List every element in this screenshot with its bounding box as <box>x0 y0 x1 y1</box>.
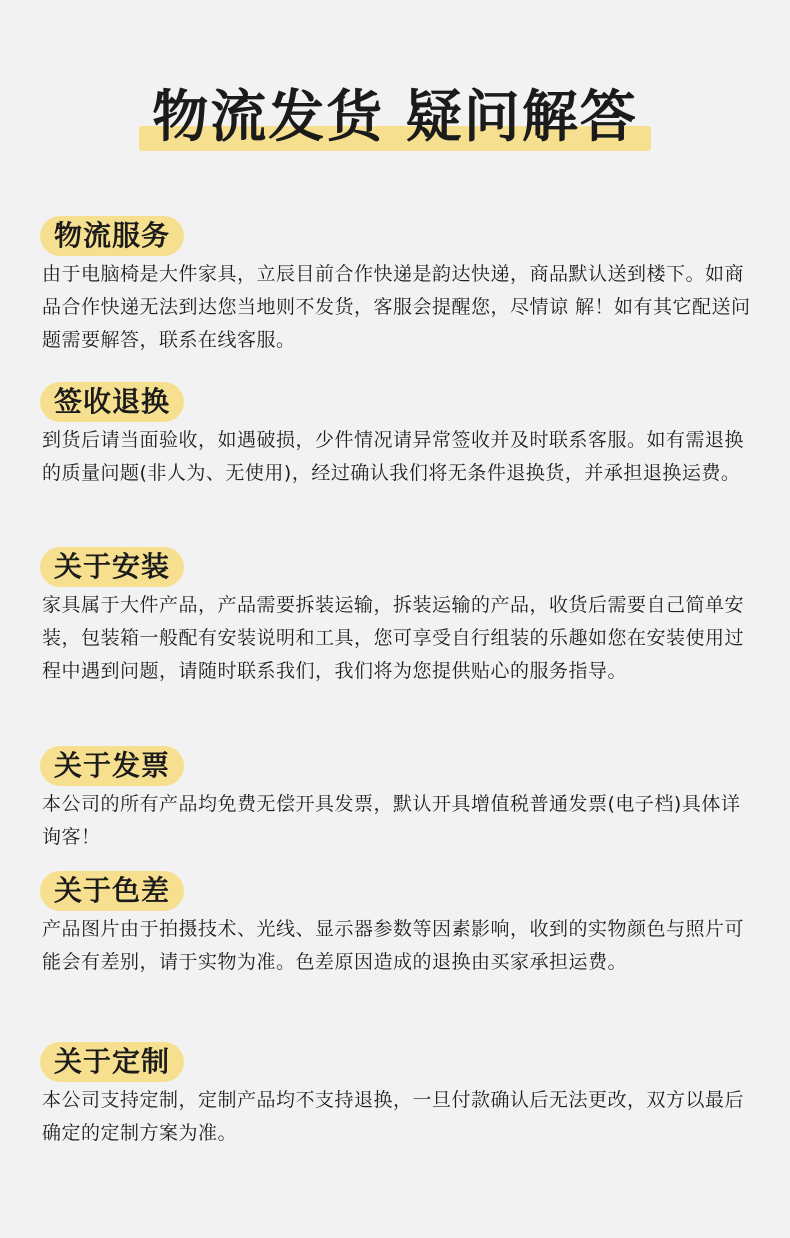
section-text-invoice: 本公司的所有产品均免费无偿开具发票，默认开具增值税普通发票(电子档)具体详询客！ <box>42 793 741 848</box>
section-invoice <box>40 746 756 854</box>
section-logistics-service <box>40 216 756 357</box>
section-text-logistics-service: 由于电脑椅是大件家具，立辰目前合作快递是韵达快递，商品默认送到楼下。如商品合作快递无法到达您当地则不发货，客服会提醒您，尽情谅 解！如有其它配送问题需要解答，联系在线客服。 <box>42 263 751 351</box>
section-heading-installation: 关于安装 <box>40 547 184 587</box>
section-heading-color-difference: 关于色差 <box>40 871 184 911</box>
section-text-color-difference: 产品图片由于拍摄技术、光线、显示器参数等因素影响，收到的实物颜色与照片可能会有差别，请于实物为准。色差原因造成的退换由买家承担运费。 <box>42 918 745 973</box>
page-title: 物流发货 疑问解答 <box>152 85 638 150</box>
section-heading-invoice: 关于发票 <box>40 746 184 786</box>
section-color-difference <box>40 871 756 979</box>
section-heading-receipt-return: 签收退换 <box>40 382 184 422</box>
section-receipt-return <box>40 382 756 490</box>
section-heading-customization: 关于定制 <box>40 1042 184 1082</box>
section-text-installation: 家具属于大件产品，产品需要拆装运输，拆装运输的产品，收货后需要自己简单安装，包装箱一般配有安装说明和工具，您可享受自行组装的乐趣如您在安装使用过程中遇到问题，请随时联系我们，我们将为您提供贴心的服务指导。 <box>42 594 745 682</box>
section-heading-logistics-service: 物流服务 <box>40 216 184 256</box>
section-text-customization: 本公司支持定制，定制产品均不支持退换，一旦付款确认后无法更改，双方以最后确定的定制方案为准。 <box>42 1089 745 1144</box>
section-customization <box>40 1042 756 1150</box>
section-text-receipt-return: 到货后请当面验收，如遇破损，少件情况请异常签收并及时联系客服。如有需退换的质量问题(非人为、无使用)，经过确认我们将无条件退换货，并承担退换运费。 <box>42 429 745 484</box>
section-installation <box>40 547 756 688</box>
